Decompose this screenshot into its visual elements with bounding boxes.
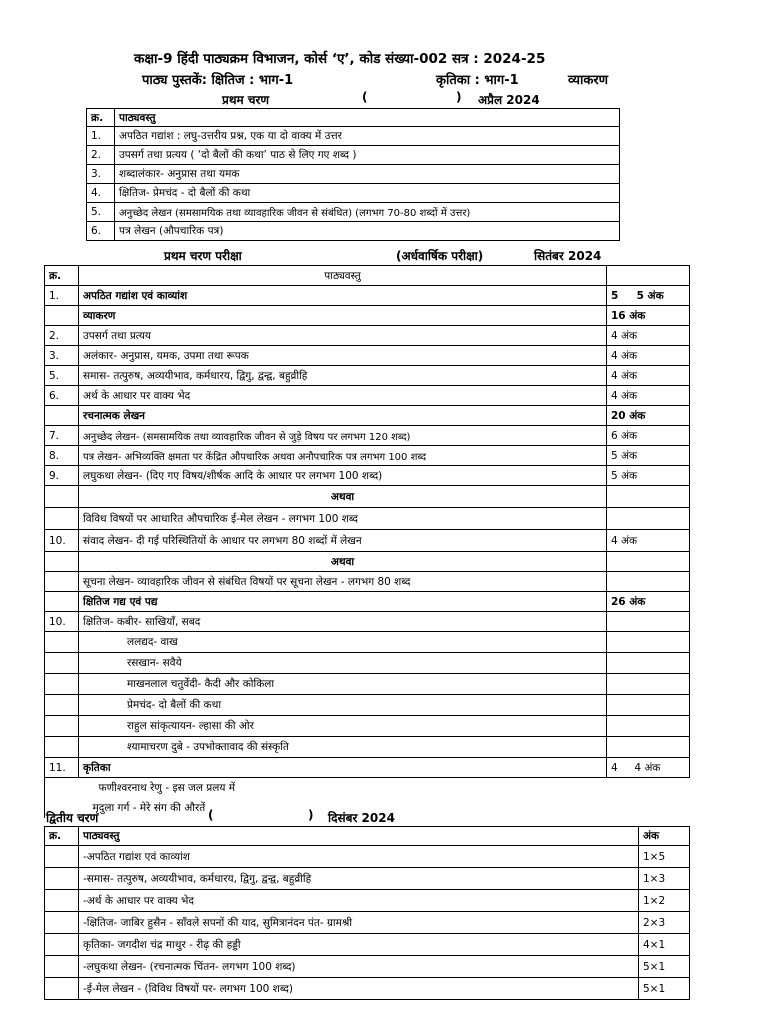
row-text: विविध विषयों पर आधारित औपचारिक ई-मेल लेखन - लगभग 100 शब्द [79, 508, 607, 530]
table-header-row [45, 827, 690, 846]
row-no: 11. [45, 758, 79, 778]
table-row [45, 552, 690, 572]
col-marks-header: अंक [639, 827, 690, 846]
row-marks: 16 अंक [607, 306, 690, 326]
table-row [45, 846, 690, 868]
row-marks [607, 674, 690, 695]
row-marks [607, 716, 690, 737]
row-marks: 6 अंक [607, 426, 690, 446]
table-row [45, 530, 690, 552]
row-text: क्षितिज- कबीर- साखियाँ, सबद [79, 612, 607, 632]
row-no [45, 508, 79, 530]
row-marks [607, 632, 690, 653]
row-text: प्रेमचंद- दो बैलों की कथा [79, 695, 607, 716]
row-text: अनुच्छेद लेखन- (समसामयिक तथा व्यावहारिक जीवन से जुड़े विषय पर लगभग 120 शब्द) [79, 426, 607, 446]
row-no [45, 306, 79, 326]
row-marks: 20 अंक [607, 406, 690, 426]
section-heading: व्याकरण [79, 306, 607, 326]
stage1-month: अप्रैल 2024 [478, 93, 540, 107]
row-no [45, 486, 79, 508]
row-text: शब्दालंकार- अनुप्रास तथा यमक [115, 165, 620, 184]
table-row [45, 508, 690, 530]
row-no: 10. [45, 530, 79, 552]
stage1-paren-close: ) [456, 90, 462, 104]
table-row [45, 406, 690, 426]
row-text: -ई-मेल लेखन - (विविध विषयों पर- लगभग 100 शब्द) [79, 978, 639, 1000]
section-heading: क्षितिज गद्य एवं पद्य [79, 592, 607, 612]
row-text: कृतिका- जगदीश चंद्र माथुर - रीढ़ की हड्डी [79, 934, 639, 956]
table-row [45, 326, 690, 346]
row-text: लघुकथा लेखन- (दिए गए विषय/शीर्षक आदि के आधार पर लगभग 100 शब्द) [79, 466, 607, 486]
row-marks [607, 508, 690, 530]
table-row [45, 956, 690, 978]
table-row [45, 912, 690, 934]
row-no [45, 956, 79, 978]
row-no [45, 912, 79, 934]
row-text: अलंकार- अनुप्रास, यमक, उपमा तथा रूपक [79, 346, 607, 366]
row-text: समास- तत्पुरुष, अव्ययीभाव, कर्मधारय, द्विगु, द्वन्द्व, बहुव्रीहि [79, 366, 607, 386]
table-row [45, 446, 690, 466]
row-no: 10. [45, 612, 79, 632]
table-row [45, 716, 690, 737]
row-no [45, 406, 79, 426]
row-text: -क्षितिज- जाबिर हुसैन - साँवले सपनों की याद, सुमित्रानंदन पंत- ग्रामश्री [79, 912, 639, 934]
row-no [45, 778, 79, 798]
col-content-header: पाठ्यवस्तु [115, 109, 620, 127]
table-row [87, 165, 620, 184]
stage2-paren-open: ( [208, 808, 214, 822]
row-marks: 4 अंक [607, 346, 690, 366]
col-content-header: पाठ्यवस्तु [79, 827, 639, 846]
row-text: माखनलाल चतुर्वेदी- कैदी और कोकिला [79, 674, 607, 695]
row-no [45, 737, 79, 758]
row-marks: 2×3 [639, 912, 690, 934]
section-heading: कृतिका [79, 758, 607, 778]
row-text: अर्थ के आधार पर वाक्य भेद [79, 386, 607, 406]
stage2-month: दिसंबर 2024 [328, 811, 395, 825]
table-row [45, 778, 690, 798]
table-row [45, 386, 690, 406]
row-text: श्यामाचरण दुबे - उपभोक्तावाद की संस्कृति [79, 737, 607, 758]
books-label: पाठ्य पुस्तकें: क्षितिज : भाग-1 [142, 73, 294, 88]
row-text: रसखान- सवैये [79, 653, 607, 674]
row-marks: 5 अंक [607, 446, 690, 466]
row-text: अनुच्छेद लेखन (समसामयिक तथा व्यावहारिक जीवन से संबंधित) (लगभग 70-80 शब्दों में उत्तर) [115, 203, 620, 222]
row-no [45, 653, 79, 674]
row-no [45, 695, 79, 716]
table-row [87, 184, 620, 203]
row-marks [607, 798, 690, 818]
table-row [45, 978, 690, 1000]
col-no-header: क्र. [87, 109, 115, 127]
row-no: 5. [45, 366, 79, 386]
table-row [45, 346, 690, 366]
table-row [45, 426, 690, 446]
col-content-header: पाठ्यवस्तु [79, 266, 607, 286]
row-no [45, 572, 79, 592]
table-row [45, 592, 690, 612]
row-no [45, 868, 79, 890]
row-text: ललद्यद- वाख [79, 632, 607, 653]
table-row [45, 466, 690, 486]
row-text: पत्र लेखन- अभिव्यक्ति क्षमता पर केंद्रित औपचारिक अथवा अनौपचारिक पत्र लगभग 100 शब्द [79, 446, 607, 466]
row-text: क्षितिज- प्रेमचंद - दो बैलों की कथा [115, 184, 620, 203]
row-no: 2. [87, 146, 115, 165]
row-marks [607, 552, 690, 572]
row-marks: 5 5 अंक [607, 286, 690, 306]
row-no [45, 978, 79, 1000]
row-no [45, 674, 79, 695]
table-row [87, 203, 620, 222]
table-row [87, 222, 620, 241]
table-row [45, 737, 690, 758]
row-marks: 4×1 [639, 934, 690, 956]
row-marks: 26 अंक [607, 592, 690, 612]
row-marks [607, 612, 690, 632]
row-no [45, 846, 79, 868]
row-text: -अपठित गद्यांश एवं काव्यांश [79, 846, 639, 868]
stage2-paren-close: ) [308, 808, 314, 822]
exam1-type: (अर्धवार्षिक परीक्षा) [396, 249, 484, 263]
row-marks [607, 653, 690, 674]
row-marks [607, 737, 690, 758]
row-marks [607, 486, 690, 508]
row-no: 3. [45, 346, 79, 366]
row-no: 8. [45, 446, 79, 466]
col-no-header: क्र. [45, 266, 79, 286]
or-label: अथवा [79, 486, 607, 508]
row-marks: 1×5 [639, 846, 690, 868]
row-marks [607, 778, 690, 798]
row-marks: 4 अंक [607, 366, 690, 386]
row-text: पत्र लेखन (औपचारिक पत्र) [115, 222, 620, 241]
row-marks: 5×1 [639, 956, 690, 978]
row-no [45, 890, 79, 912]
table-row [45, 306, 690, 326]
stage1-table [86, 108, 620, 241]
table-row [45, 572, 690, 592]
table-row [87, 146, 620, 165]
row-marks: 5×1 [639, 978, 690, 1000]
vyakaran-label: व्याकरण [568, 73, 609, 88]
row-text: राहुल सांकृत्यायन- ल्हासा की ओर [79, 716, 607, 737]
col-marks-header [607, 266, 690, 286]
row-no: 9. [45, 466, 79, 486]
table-row [45, 890, 690, 912]
table-row [45, 868, 690, 890]
row-marks: 4 अंक [607, 326, 690, 346]
table-row [87, 127, 620, 146]
row-marks: 5 अंक [607, 466, 690, 486]
row-text: उपसर्ग तथा प्रत्यय [79, 326, 607, 346]
row-text: मृदुला गर्ग - मेरे संग की औरतें [92, 801, 206, 814]
table-header-row [87, 109, 620, 127]
row-no: 6. [45, 386, 79, 406]
row-text: अपठित गद्यांश : लघु-उत्तरीय प्रश्न, एक या दो वाक्य में उत्तर [115, 127, 620, 146]
section-heading: रचनात्मक लेखन [79, 406, 607, 426]
row-no: 3. [87, 165, 115, 184]
stage1-name: प्रथम चरण [222, 93, 270, 107]
row-text: संवाद लेखन- दी गई परिस्थितियों के आधार पर लगभग 80 शब्दों में लेखन [79, 530, 607, 552]
row-no [45, 716, 79, 737]
col-no-header: क्र. [45, 827, 79, 846]
row-no: 2. [45, 326, 79, 346]
table-row [45, 674, 690, 695]
row-no: 6. [87, 222, 115, 241]
row-text: अपठित गद्यांश एवं काव्यांश [79, 286, 607, 306]
page-title: कक्षा-9 हिंदी पाठ्यक्रम विभाजन, कोर्स ‘ए’, कोड संख्या-002 सत्र : 2024-25 [134, 51, 546, 67]
table-row [45, 934, 690, 956]
stage1-paren-open: ( [362, 90, 368, 104]
exam1-month: सितंबर 2024 [534, 249, 602, 263]
row-no [45, 592, 79, 612]
table-row [45, 632, 690, 653]
stage2-table [44, 826, 690, 1000]
row-no: 1. [87, 127, 115, 146]
row-text: उपसर्ग तथा प्रत्यय ( ‘दो बैलों की कथा’ पाठ से लिए गए शब्द ) [115, 146, 620, 165]
table-row [45, 286, 690, 306]
kritika-label: कृतिका : भाग-1 [436, 73, 519, 88]
row-text: -अर्थ के आधार पर वाक्य भेद [79, 890, 639, 912]
row-no [45, 552, 79, 572]
table-row [45, 366, 690, 386]
row-marks: 4 अंक [607, 530, 690, 552]
row-marks [607, 695, 690, 716]
row-text: -लघुकथा लेखन- (रचनात्मक चिंतन- लगभग 100 शब्द) [79, 956, 639, 978]
row-no [45, 934, 79, 956]
row-text: सूचना लेखन- व्यावहारिक जीवन से संबंधित विषयों पर सूचना लेखन - लगभग 80 शब्द [79, 572, 607, 592]
table-header-row [45, 266, 690, 286]
row-marks: 4 अंक [607, 386, 690, 406]
stage2-name: द्वितीय चरण [46, 811, 99, 825]
table-row [45, 653, 690, 674]
exam1-name: प्रथम चरण परीक्षा [164, 249, 242, 263]
exam1-table [44, 265, 690, 818]
or-label: अथवा [79, 552, 607, 572]
row-marks: 1×2 [639, 890, 690, 912]
row-marks [607, 572, 690, 592]
table-row [45, 486, 690, 508]
row-no: 7. [45, 426, 79, 446]
row-marks: 1×3 [639, 868, 690, 890]
row-no [45, 632, 79, 653]
row-no: 1. [45, 286, 79, 306]
table-row [45, 758, 690, 778]
row-marks: 4 4 अंक [607, 758, 690, 778]
row-text: फणीश्वरनाथ रेणु - इस जल प्रलय में [98, 781, 236, 794]
table-row [45, 695, 690, 716]
row-no: 5. [87, 203, 115, 222]
table-row [45, 612, 690, 632]
row-text: -समास- तत्पुरुष, अव्ययीभाव, कर्मधारय, द्विगु, द्वन्द्व, बहुव्रीहि [79, 868, 639, 890]
row-no: 4. [87, 184, 115, 203]
